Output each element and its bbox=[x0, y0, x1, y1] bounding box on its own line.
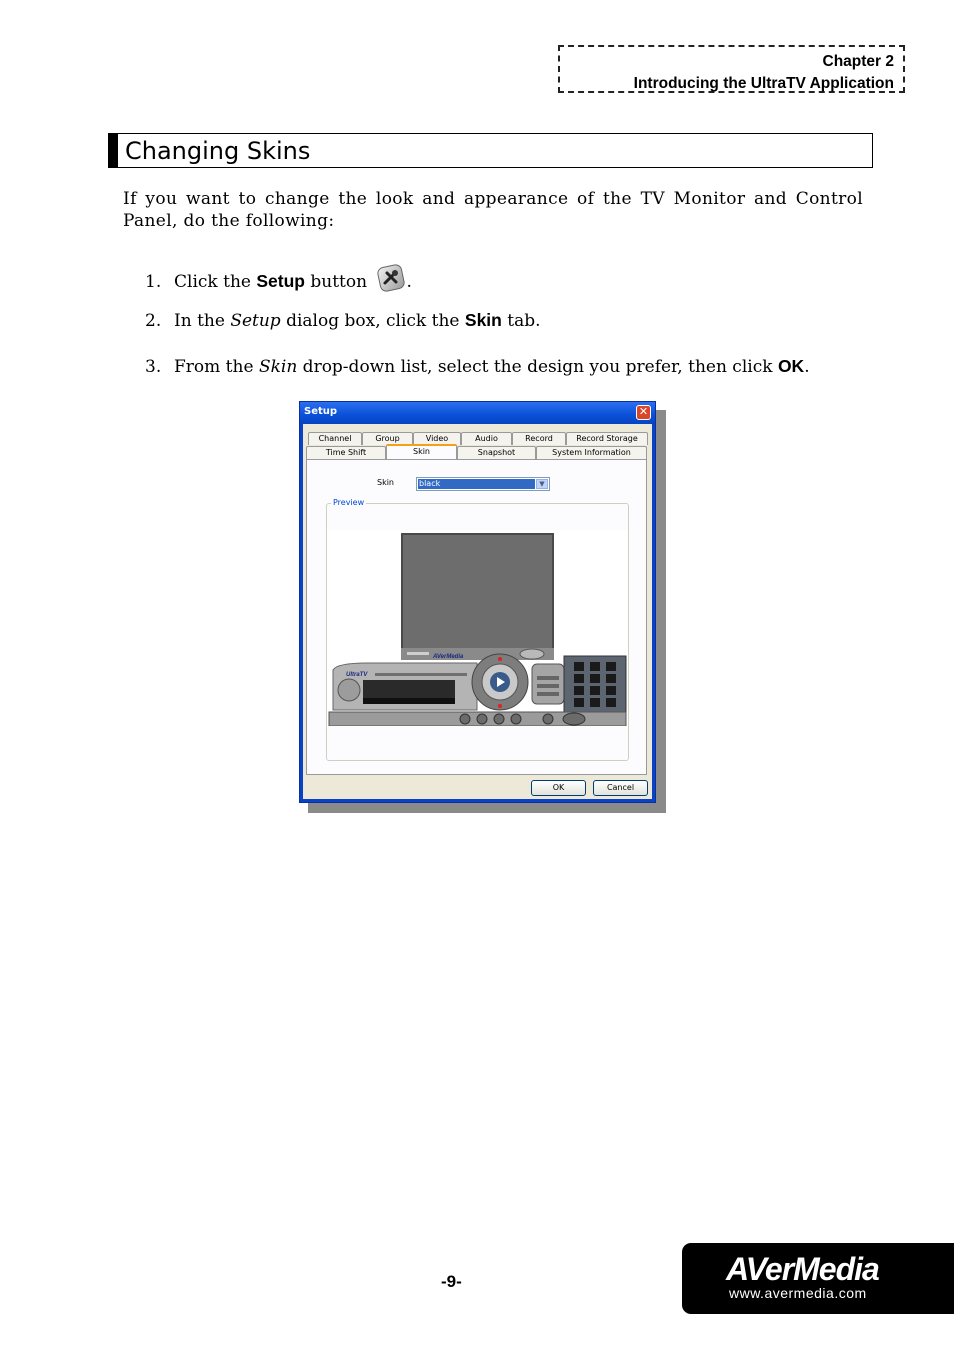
dialog-client bbox=[303, 424, 652, 799]
section-title: Changing Skins bbox=[125, 137, 311, 165]
tab-skin[interactable]: Skin bbox=[386, 444, 457, 459]
skin-selected-value: black bbox=[418, 479, 535, 489]
preview-brand-text: UltraTV bbox=[346, 672, 368, 678]
preview-group bbox=[326, 498, 629, 761]
dialog-title: Setup bbox=[304, 406, 338, 417]
tab-video[interactable]: Video bbox=[413, 432, 461, 445]
skin-dropdown[interactable] bbox=[416, 477, 550, 491]
tab-snapshot[interactable]: Snapshot bbox=[457, 446, 536, 459]
skin-preview bbox=[327, 530, 628, 726]
setup-dialog bbox=[299, 401, 656, 803]
chevron-down-icon[interactable]: ▼ bbox=[536, 479, 548, 489]
page-number: -9- bbox=[441, 1272, 462, 1291]
ok-button[interactable]: OK bbox=[531, 780, 586, 796]
logo-url: www.avermedia.com bbox=[729, 1285, 867, 1301]
dialog-titlebar[interactable] bbox=[300, 402, 655, 424]
skin-label: Skin bbox=[377, 478, 395, 487]
tab-group[interactable]: Group bbox=[362, 432, 413, 445]
intro-paragraph: If you want to change the look and appearance of the TV Monitor and Control Panel, do the following: bbox=[123, 189, 863, 231]
avermedia-logo bbox=[682, 1243, 954, 1314]
chapter-title: Introducing the UltraTV Application bbox=[633, 75, 894, 92]
tab-time-shift[interactable]: Time Shift bbox=[306, 446, 386, 459]
skin-preview-image bbox=[327, 530, 628, 726]
close-button[interactable] bbox=[636, 405, 651, 420]
tab-system-information[interactable]: System Information bbox=[536, 446, 647, 459]
tab-row-2 bbox=[306, 446, 647, 459]
preview-label: Preview bbox=[333, 498, 365, 507]
step-1: 1. Click the Setup button . bbox=[145, 263, 412, 293]
cancel-button[interactable]: Cancel bbox=[593, 780, 648, 796]
close-icon: ✕ bbox=[638, 405, 649, 418]
preview-logo-text: AVerMedia bbox=[433, 654, 464, 660]
chapter-number: Chapter 2 bbox=[822, 53, 894, 70]
tab-record[interactable]: Record bbox=[512, 432, 566, 445]
setup-tools-icon bbox=[376, 263, 406, 293]
tab-audio[interactable]: Audio bbox=[461, 432, 512, 445]
section-heading bbox=[108, 133, 873, 168]
logo-brand: AVerMedia bbox=[726, 1251, 879, 1287]
chapter-header bbox=[558, 45, 905, 93]
tab-record-storage[interactable]: Record Storage bbox=[566, 432, 648, 445]
step-2: 2. In the Setup dialog box, click the Skin tab. bbox=[145, 310, 541, 331]
step-3: 3. From the Skin drop-down list, select the design you prefer, then click OK. bbox=[145, 356, 810, 377]
tab-row-1 bbox=[308, 432, 648, 445]
skin-tab-panel bbox=[306, 459, 647, 775]
tab-channel[interactable]: Channel bbox=[308, 432, 362, 445]
